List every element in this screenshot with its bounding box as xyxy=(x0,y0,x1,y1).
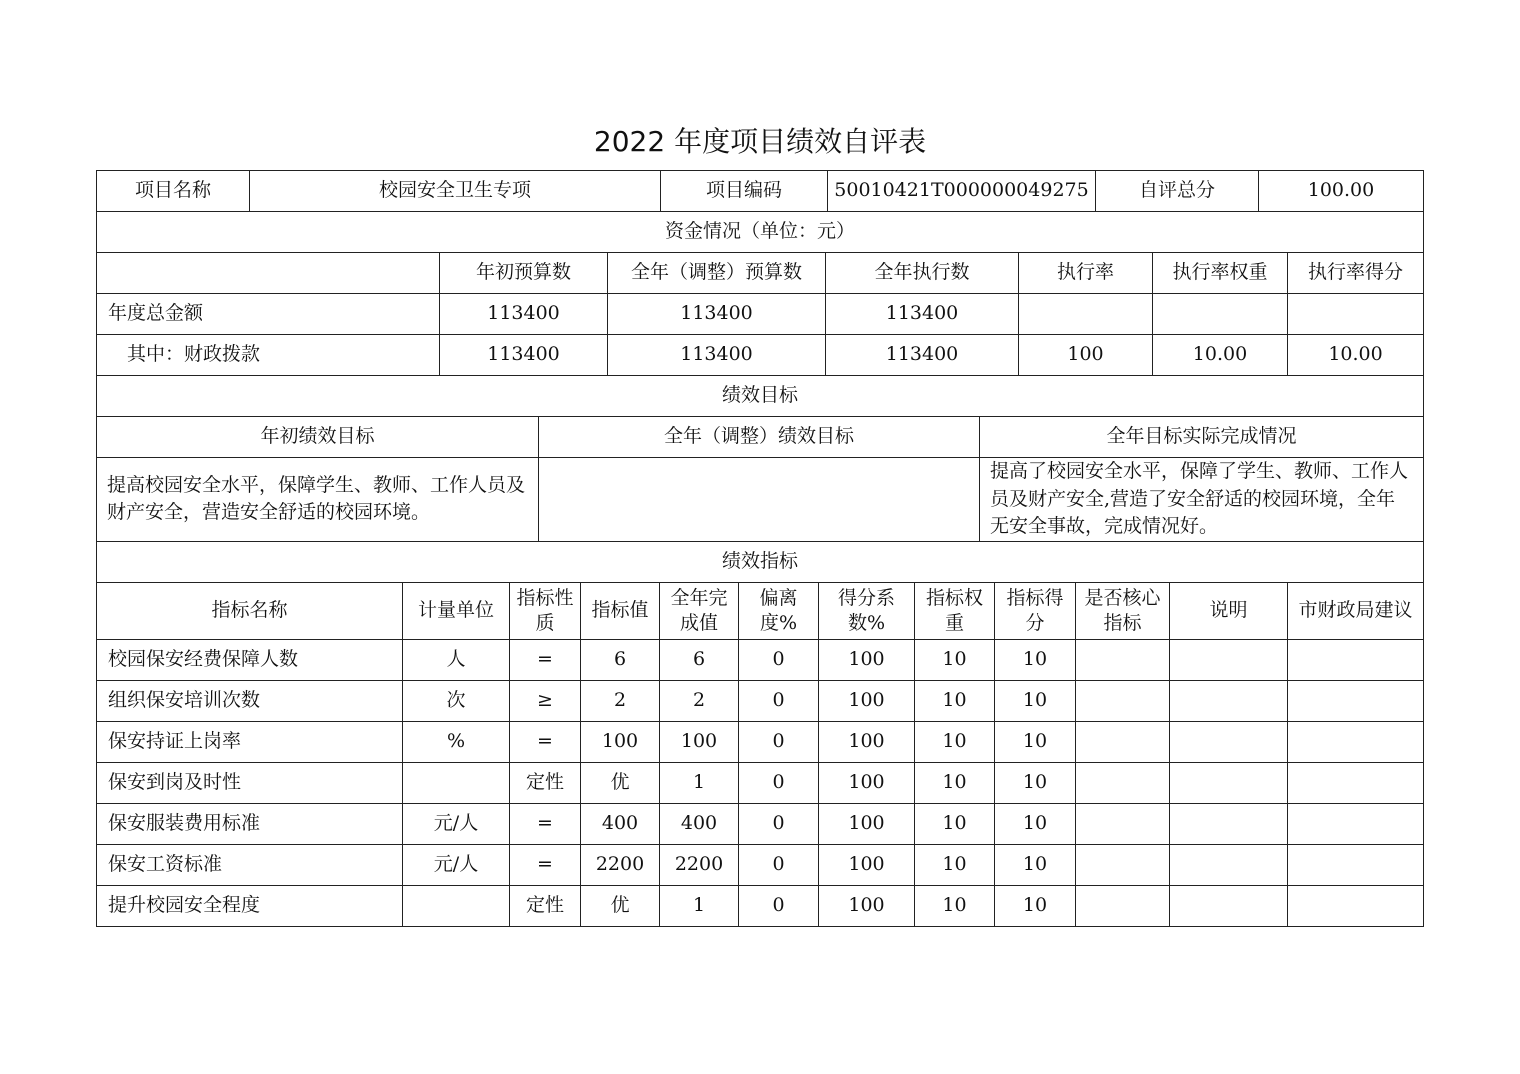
funds-header xyxy=(97,253,440,294)
indicator-cell: 0 xyxy=(739,721,819,762)
indicator-cell xyxy=(1288,639,1424,680)
indicator-header: 说明 xyxy=(1170,582,1288,639)
indicator-cell xyxy=(1288,721,1424,762)
indicator-cell xyxy=(1170,639,1288,680)
indicator-row xyxy=(97,885,1424,926)
goals-header: 全年（调整）绩效目标 xyxy=(539,417,980,458)
indicator-cell xyxy=(1170,762,1288,803)
funds-cell xyxy=(1153,294,1288,335)
funds-cell xyxy=(1288,294,1424,335)
indicator-cell xyxy=(1076,885,1170,926)
indicator-cell: 0 xyxy=(739,844,819,885)
indicator-cell: 2200 xyxy=(660,844,739,885)
page-title: 2022 年度项目绩效自评表 xyxy=(593,125,927,158)
indicator-row xyxy=(97,680,1424,721)
indicator-cell: = xyxy=(510,721,581,762)
funds-header-row xyxy=(97,253,1424,294)
goals-section-title: 绩效目标 xyxy=(97,376,1424,417)
indicator-cell: 保安持证上岗率 xyxy=(97,721,403,762)
indicators-section-title: 绩效指标 xyxy=(97,541,1424,582)
indicator-cell: 100 xyxy=(819,721,915,762)
indicators-table xyxy=(96,541,1424,927)
project-code-value: 50010421T000000049275 xyxy=(828,171,1096,212)
indicator-header: 是否核心指标 xyxy=(1076,582,1170,639)
total-score-label: 自评总分 xyxy=(1096,171,1259,212)
indicator-cell: 0 xyxy=(739,639,819,680)
indicator-header: 指标权重 xyxy=(915,582,995,639)
project-name-value: 校园安全卫生专项 xyxy=(250,171,661,212)
indicator-cell xyxy=(1288,762,1424,803)
indicator-cell: 保安到岗及时性 xyxy=(97,762,403,803)
indicator-cell: % xyxy=(403,721,510,762)
funds-header: 全年执行数 xyxy=(826,253,1019,294)
indicator-cell: 定性 xyxy=(510,762,581,803)
indicator-cell: = xyxy=(510,639,581,680)
indicator-header: 得分系数% xyxy=(819,582,915,639)
project-code-label: 项目编码 xyxy=(661,171,828,212)
indicator-header: 指标性质 xyxy=(510,582,581,639)
indicator-cell: 1 xyxy=(660,885,739,926)
indicator-row xyxy=(97,844,1424,885)
indicator-cell xyxy=(1170,885,1288,926)
funds-cell: 113400 xyxy=(608,294,826,335)
indicator-cell: = xyxy=(510,844,581,885)
funds-cell: 113400 xyxy=(608,335,826,376)
indicator-cell: 定性 xyxy=(510,885,581,926)
indicator-row xyxy=(97,803,1424,844)
indicator-cell xyxy=(1076,762,1170,803)
indicator-cell: 2 xyxy=(581,680,660,721)
indicator-header: 指标值 xyxy=(581,582,660,639)
funds-cell xyxy=(1019,294,1153,335)
indicator-header: 市财政局建议 xyxy=(1288,582,1424,639)
indicator-cell: 100 xyxy=(660,721,739,762)
indicator-cell: 100 xyxy=(819,680,915,721)
indicator-cell xyxy=(1288,885,1424,926)
indicator-cell: 0 xyxy=(739,680,819,721)
actual-completion-text: 提高了校园安全水平，保障了学生、教师、工作人员及财产安全,营造了安全舒适的校园环境，全年无安全事故，完成情况好。 xyxy=(980,458,1424,542)
indicator-cell: 100 xyxy=(819,639,915,680)
indicator-cell xyxy=(1170,721,1288,762)
indicator-cell xyxy=(1076,721,1170,762)
total-score-value: 100.00 xyxy=(1259,171,1424,212)
indicator-cell: 优 xyxy=(581,762,660,803)
goals-header-row xyxy=(97,417,1424,458)
indicator-cell xyxy=(1170,803,1288,844)
goals-header: 全年目标实际完成情况 xyxy=(980,417,1424,458)
indicator-cell: 6 xyxy=(581,639,660,680)
funds-row xyxy=(97,335,1424,376)
indicator-cell xyxy=(1076,639,1170,680)
indicator-cell: 10 xyxy=(915,721,995,762)
indicator-cell xyxy=(403,762,510,803)
indicator-cell: 提升校园安全程度 xyxy=(97,885,403,926)
funds-cell: 10.00 xyxy=(1153,335,1288,376)
funds-table xyxy=(96,211,1424,376)
indicator-cell: 100 xyxy=(581,721,660,762)
funds-header: 全年（调整）预算数 xyxy=(608,253,826,294)
funds-header: 执行率权重 xyxy=(1153,253,1288,294)
funds-cell: 100 xyxy=(1019,335,1153,376)
indicator-cell: 组织保安培训次数 xyxy=(97,680,403,721)
indicator-cell: 100 xyxy=(819,844,915,885)
funds-cell: 113400 xyxy=(440,335,608,376)
project-name-label: 项目名称 xyxy=(97,171,250,212)
project-info-table xyxy=(96,170,1424,212)
indicator-cell: 0 xyxy=(739,803,819,844)
indicator-cell: 10 xyxy=(915,844,995,885)
indicator-cell: 6 xyxy=(660,639,739,680)
indicator-cell: ≥ xyxy=(510,680,581,721)
indicator-cell: 100 xyxy=(819,803,915,844)
indicator-cell xyxy=(1170,844,1288,885)
funds-section-title: 资金情况（单位：元） xyxy=(97,212,1424,253)
indicator-cell: 100 xyxy=(819,762,915,803)
funds-cell: 年度总金额 xyxy=(97,294,440,335)
indicator-cell: 0 xyxy=(739,885,819,926)
goals-table xyxy=(96,375,1424,542)
indicator-cell xyxy=(403,885,510,926)
indicator-cell: 10 xyxy=(995,680,1076,721)
indicator-cell xyxy=(1076,680,1170,721)
indicator-cell: 2200 xyxy=(581,844,660,885)
goals-row xyxy=(97,458,1424,542)
indicator-cell: 10 xyxy=(995,885,1076,926)
indicator-cell: 1 xyxy=(660,762,739,803)
indicator-cell: 人 xyxy=(403,639,510,680)
funds-header: 执行率 xyxy=(1019,253,1153,294)
indicator-cell xyxy=(1288,680,1424,721)
indicator-cell: 400 xyxy=(660,803,739,844)
indicator-header: 偏离度% xyxy=(739,582,819,639)
funds-header: 年初预算数 xyxy=(440,253,608,294)
indicator-cell xyxy=(1288,844,1424,885)
indicator-cell: 10 xyxy=(995,844,1076,885)
indicator-cell: = xyxy=(510,803,581,844)
indicator-cell: 元/人 xyxy=(403,803,510,844)
indicator-cell: 优 xyxy=(581,885,660,926)
funds-header: 执行率得分 xyxy=(1288,253,1424,294)
indicator-cell: 10 xyxy=(915,639,995,680)
funds-cell: 其中：财政拨款 xyxy=(97,335,440,376)
indicator-cell xyxy=(1288,803,1424,844)
indicator-cell: 元/人 xyxy=(403,844,510,885)
indicator-cell: 10 xyxy=(915,885,995,926)
funds-row xyxy=(97,294,1424,335)
indicator-cell: 校园保安经费保障人数 xyxy=(97,639,403,680)
indicator-header: 全年完成值 xyxy=(660,582,739,639)
indicator-row xyxy=(97,721,1424,762)
adjusted-goal-text xyxy=(539,458,980,542)
goals-header: 年初绩效目标 xyxy=(97,417,539,458)
indicator-cell xyxy=(1076,844,1170,885)
indicator-cell: 保安工资标准 xyxy=(97,844,403,885)
funds-cell: 10.00 xyxy=(1288,335,1424,376)
indicator-cell: 400 xyxy=(581,803,660,844)
indicator-cell: 10 xyxy=(995,803,1076,844)
indicator-cell xyxy=(1076,803,1170,844)
initial-goal-text: 提高校园安全水平，保障学生、教师、工作人员及财产安全，营造安全舒适的校园环境。 xyxy=(97,458,539,542)
indicator-row xyxy=(97,639,1424,680)
indicator-header: 指标得分 xyxy=(995,582,1076,639)
indicator-cell: 保安服装费用标准 xyxy=(97,803,403,844)
funds-cell: 113400 xyxy=(440,294,608,335)
funds-cell: 113400 xyxy=(826,335,1019,376)
indicator-header: 计量单位 xyxy=(403,582,510,639)
indicator-cell: 10 xyxy=(915,762,995,803)
indicator-cell: 2 xyxy=(660,680,739,721)
indicator-header: 指标名称 xyxy=(97,582,403,639)
indicator-cell: 次 xyxy=(403,680,510,721)
indicator-cell: 10 xyxy=(915,680,995,721)
indicator-cell: 10 xyxy=(995,639,1076,680)
indicator-cell: 10 xyxy=(995,762,1076,803)
evaluation-sheet xyxy=(96,170,1423,927)
indicator-cell: 10 xyxy=(995,721,1076,762)
funds-cell: 113400 xyxy=(826,294,1019,335)
indicator-row xyxy=(97,762,1424,803)
indicator-cell: 10 xyxy=(915,803,995,844)
indicator-cell xyxy=(1170,680,1288,721)
indicators-header-row xyxy=(97,582,1424,639)
indicator-cell: 100 xyxy=(819,885,915,926)
indicator-cell: 0 xyxy=(739,762,819,803)
